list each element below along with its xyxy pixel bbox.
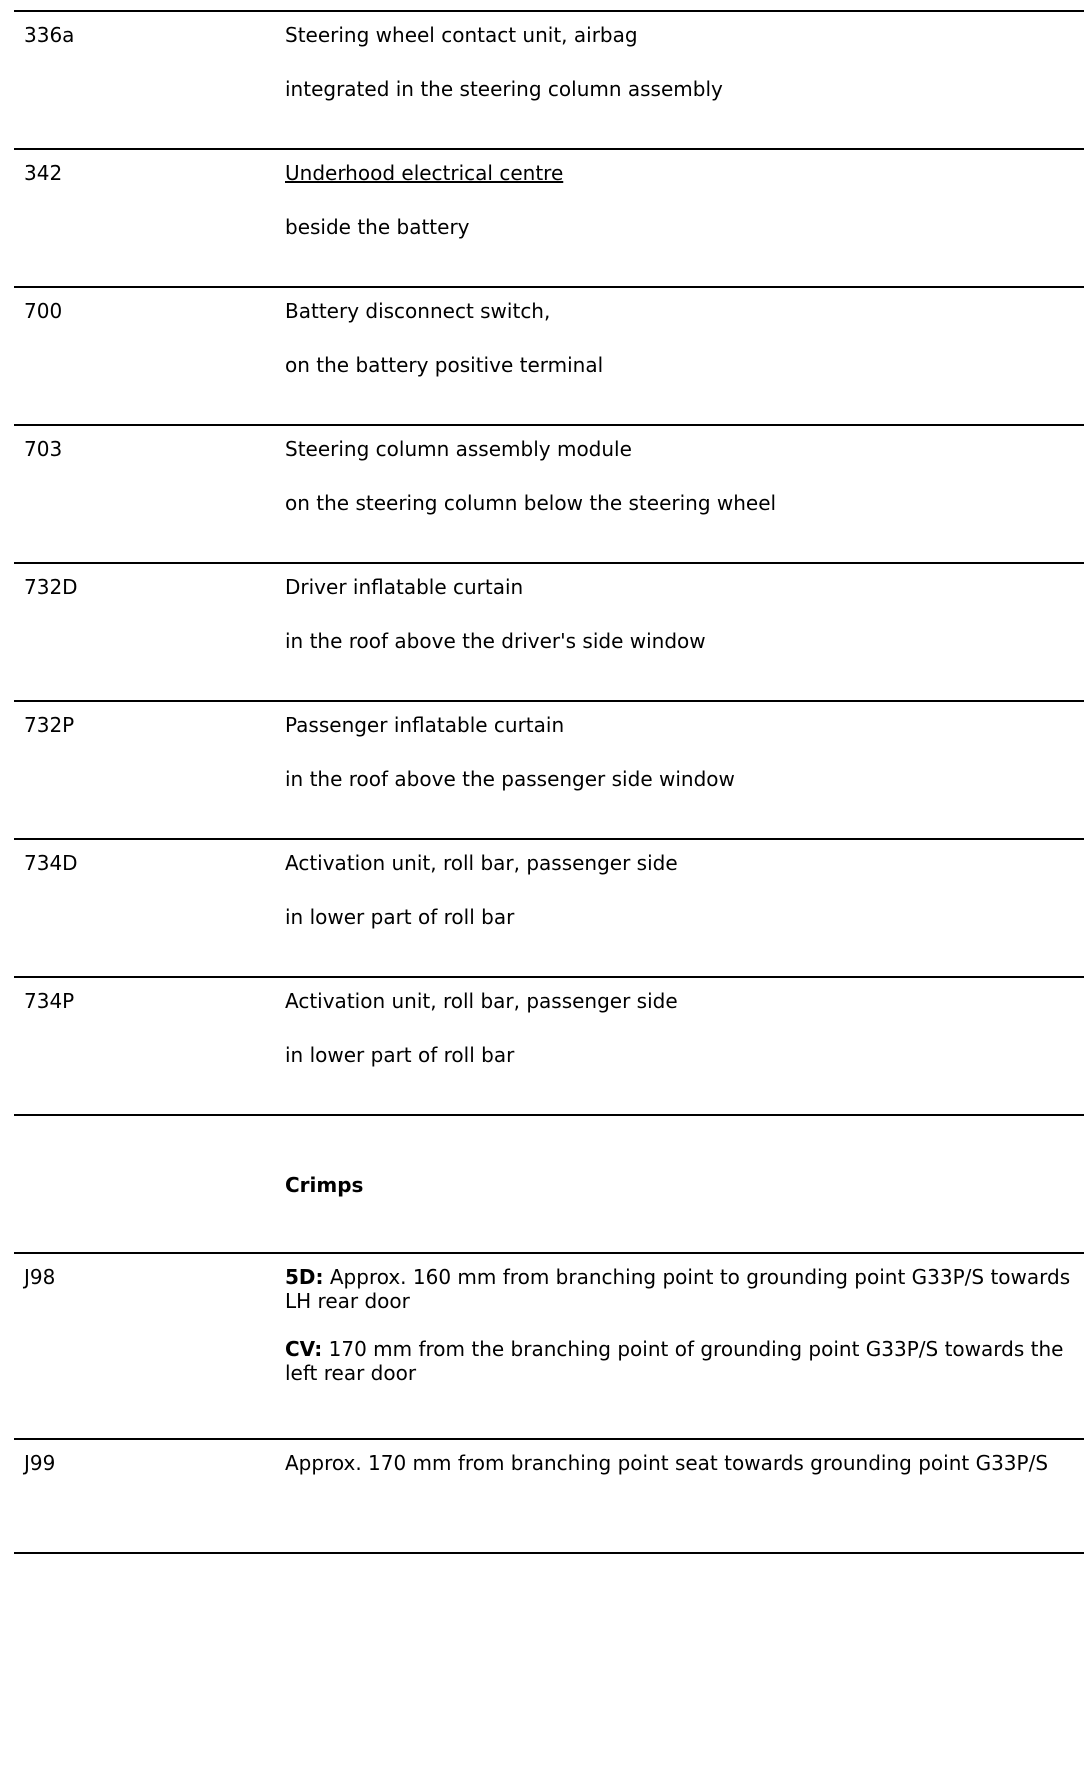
table-row (14, 838, 1084, 976)
component-location: on the battery positive terminal (285, 353, 604, 377)
component-code: 734P (24, 989, 75, 1013)
crimp-detail-cv (285, 1337, 1075, 1385)
component-location: in the roof above the driver's side window (285, 629, 706, 653)
table-row (14, 1438, 1084, 1554)
variant-text: 170 mm from the branching point of grounding point G33P/S towards the left rear door (285, 1337, 1064, 1385)
component-name: Activation unit, roll bar, passenger side (285, 989, 678, 1013)
component-name: Steering wheel contact unit, airbag (285, 23, 638, 47)
component-code: 703 (24, 437, 63, 461)
component-description (285, 299, 1075, 407)
table-row (14, 10, 1084, 148)
crimp-code: J99 (24, 1451, 56, 1475)
component-description (285, 161, 1075, 269)
variant-label: 5D: (285, 1265, 324, 1289)
component-code: 342 (24, 161, 63, 185)
component-code: 336a (24, 23, 75, 47)
crimp-detail-5d (285, 1265, 1075, 1313)
table-row (14, 976, 1084, 1114)
section-row (14, 1114, 1084, 1252)
component-description (285, 575, 1075, 683)
variant-text: Approx. 160 mm from branching point to grounding point G33P/S towards LH rear door (285, 1265, 1071, 1313)
table-row (14, 700, 1084, 838)
component-name: Steering column assembly module (285, 437, 632, 461)
component-description (285, 23, 1075, 131)
variant-label: CV: (285, 1337, 323, 1361)
component-location: on the steering column below the steering wheel (285, 491, 777, 515)
component-description (285, 851, 1075, 959)
component-location: beside the battery (285, 215, 470, 239)
component-description (285, 989, 1075, 1097)
component-name: Activation unit, roll bar, passenger side (285, 851, 678, 875)
component-name: Driver inflatable curtain (285, 575, 524, 599)
component-description (285, 713, 1075, 821)
crimp-description (285, 1265, 1075, 1385)
component-location: in the roof above the passenger side window (285, 767, 735, 791)
table-row (14, 1252, 1084, 1438)
component-location: in lower part of roll bar (285, 1043, 515, 1067)
component-code: 700 (24, 299, 63, 323)
component-code: 732P (24, 713, 75, 737)
component-name: Battery disconnect switch, (285, 299, 551, 323)
component-description (285, 437, 1075, 545)
table-row (14, 562, 1084, 700)
component-code: 732D (24, 575, 78, 599)
table-row (14, 286, 1084, 424)
section-heading: Crimps (285, 1173, 364, 1197)
component-location: integrated in the steering column assembly (285, 77, 723, 101)
component-name-link[interactable]: Underhood electrical centre (285, 161, 564, 185)
component-code: 734D (24, 851, 78, 875)
table-row (14, 424, 1084, 562)
crimp-detail: Approx. 170 mm from branching point seat towards grounding point G33P/S (285, 1451, 1049, 1475)
table-row (14, 148, 1084, 286)
crimp-description (285, 1451, 1075, 1475)
component-name: Passenger inflatable curtain (285, 713, 565, 737)
component-location: in lower part of roll bar (285, 905, 515, 929)
crimp-code: J98 (24, 1265, 56, 1289)
